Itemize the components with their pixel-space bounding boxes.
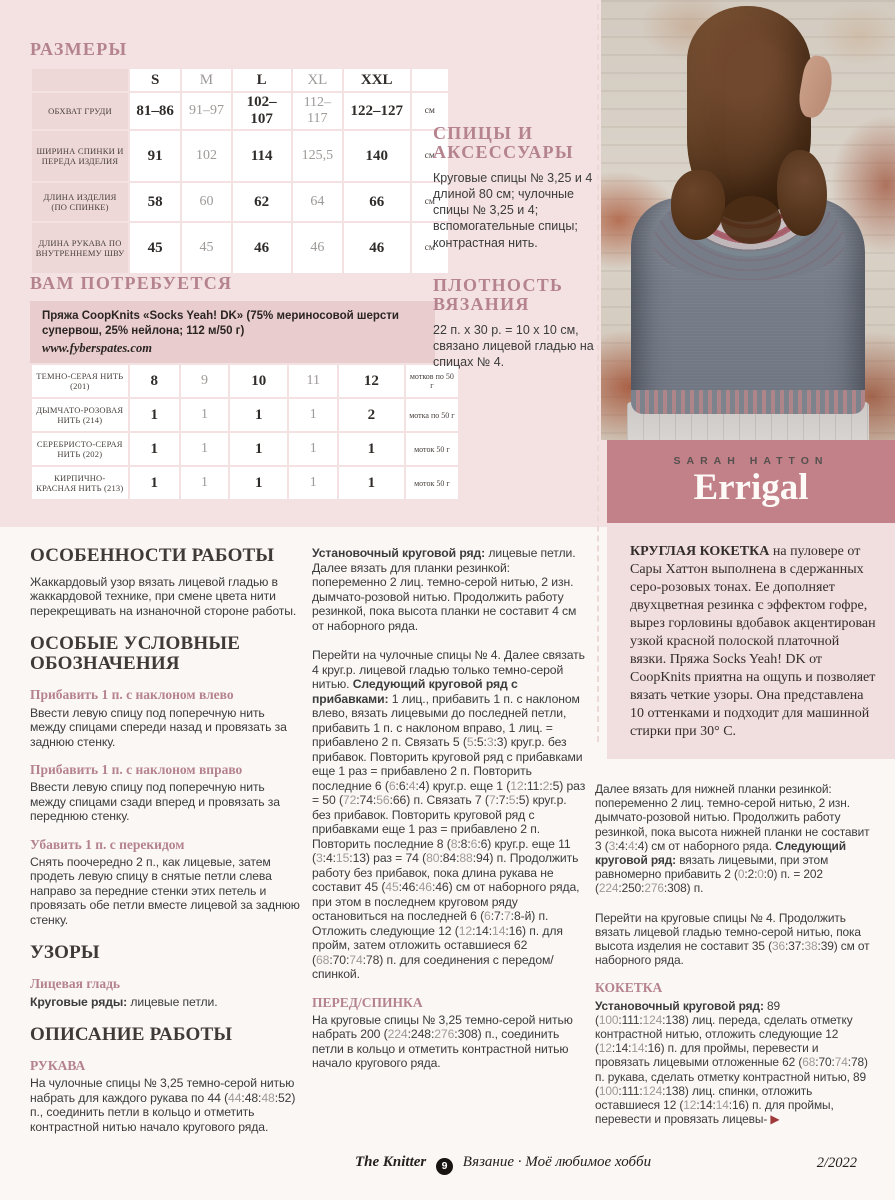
table-row	[32, 223, 448, 273]
spacer	[595, 898, 871, 911]
row-label-cell: ШИРИНА СПИНКИ И ПЕРЕДА ИЗДЕЛИЯ	[32, 131, 128, 181]
text-run: Установочный круговой ряд:	[312, 546, 486, 560]
value-cell: 10	[230, 365, 287, 397]
text-run: Следующий круговой ряд с прибавками:	[312, 677, 518, 706]
text-run: Следующий круговой ряд:	[595, 838, 846, 868]
row-label-cell: ОБХВАТ ГРУДИ	[32, 93, 128, 129]
text-run: Жаккардовый узор вязать лицевой гладью в жаккардовой технике, при смене цвета нити перекрещивать на изнаночной стороне работы.	[30, 574, 297, 618]
value-cell: 12	[339, 365, 404, 397]
column-header-cell: XL	[293, 69, 342, 91]
text-run: 1 лиц., прибавить 1 п. с наклоном влево, вязать лицевыми до последней петли, прибавить 1 п. с наклоном вправо, 1 лиц. = прибавлено 2 п. Связать 5 (5:5:3:3) круг.р. без прибавок. Повторить круговой ряд с прибавками еще 1 раз = прибавлено 2 п. Повторить последние 6 (6:6:4:4) круг.р. еще 1 (12:11:2:5) раз = 50 (72:74:56:66) п. Связать 7 (7:7:5:5) круг.р. без прибавок. Повторить круговой ряд с прибавками еще 1 раз = прибавлено 2 п. Повторить последние 8 (8:8:6:6) круг.р. еще 11 (3:4:15:13) раз = 74 (80:84:88:94) п. Продолжить работу без прибавок, пока длина рукава не составит 45 (45:46:46:46) см от наборного ряда, при этом в последнем круговом ряду остановиться на последней 6 (6:7:7:8-й) п. Отложить следующие 12 (12:14:14:16) п. для пройм, затем отложить оставшиеся 62 (68:70:74:78) п. для соединения с передом/спинкой.	[312, 691, 586, 981]
table-row	[32, 93, 448, 129]
sub-heading: Прибавить 1 п. с наклоном вправо	[30, 762, 243, 777]
value-cell: 91	[130, 131, 180, 181]
text-run: лицевые петли.	[127, 994, 218, 1009]
paragraph	[30, 1076, 302, 1134]
value-cell: 112–117	[293, 93, 342, 129]
value-cell: 64	[293, 183, 342, 221]
model-photo	[601, 0, 895, 440]
text-run: Установочный круговой ряд:	[595, 998, 764, 1013]
value-cell: 1	[339, 433, 404, 465]
yarn-url: www.fyberspates.com	[42, 341, 152, 356]
text-run: на пуловере от Сары Хаттон выполнена в сдержанных серо-розовых тонах. Ее дополняет двухцветная резинка с эффектом гофре, вырез горловины вдобавок акцентирован узкой красной полоской платочной вязки. Пряжа Socks Yeah! DK от CoopKnits приятна на ощупь и позволяет вязать четкие узоры. Она представлена 10 оттенками и подходит для машинной стирки при 30° С.	[630, 544, 876, 739]
sub-heading: РУКАВА	[30, 1057, 86, 1073]
value-cell: 45	[130, 223, 180, 273]
row-label-cell: ДЛИНА РУКАВА ПО ВНУТРЕННЕМУ ШВУ	[32, 223, 128, 273]
materials-table	[30, 363, 460, 501]
value-cell: 122–127	[344, 93, 410, 129]
value-cell: 1	[289, 433, 337, 465]
sub-heading: Прибавить 1 п. с наклоном влево	[30, 687, 234, 703]
value-cell: 2	[339, 399, 404, 431]
table-row	[32, 183, 448, 221]
value-cell: 1	[230, 399, 287, 431]
value-cell: 1	[230, 467, 287, 499]
section-heading: ОСОБЕННОСТИ РАБОТЫ	[30, 545, 275, 566]
column-header-cell: S	[130, 69, 180, 91]
designer-name: SARAH HATTON	[673, 455, 829, 467]
text-run: Далее вязать для нижней планки резинкой: попеременно 2 лиц. темно-серой нитью, 2 изн. дымчато-розовой нитью. Продолжить работу резинкой, пока высота нижней планки не составит 3 (3:4:4:4) см от наборного ряда.	[595, 782, 870, 853]
value-cell: 9	[181, 365, 228, 397]
stitch-divider-line	[597, 4, 599, 742]
text-run: Снять поочередно 2 п., как лицевые, затем продеть левую спицу в снятые петли слева направо за передние стенки этих петель и провязать обе петли вместе лицевой за заднюю стенку.	[30, 854, 300, 927]
pattern-banner	[607, 440, 895, 523]
materials-title: ВАМ ПОТРЕБУЕТСЯ	[30, 273, 233, 293]
paragraph	[312, 1013, 586, 1071]
value-cell: 62	[233, 183, 291, 221]
text-run: На круговые спицы № 3,25 темно-серой нитью набрать 200 (224:248:276:308) п., соединить петли в кольцо и отметить контрастной нитью начало кругового ряда.	[312, 1012, 573, 1071]
table-row	[32, 433, 458, 465]
text-run: На чулочные спицы № 3,25 темно-серой нитью набрать для каждого рукава по 44 (44:48:48:52) п., соединить петли в кольцо и отметить контрастной нитью начало кругового ряда.	[30, 1076, 296, 1134]
header-row	[32, 69, 448, 91]
value-cell: 1	[339, 467, 404, 499]
issue-badge: 9	[436, 1158, 453, 1175]
pattern-intro	[607, 523, 895, 759]
value-cell: 1	[130, 467, 179, 499]
hair-curl	[777, 150, 827, 236]
section-heading: ОПИСАНИЕ РАБОТЫ	[30, 1024, 233, 1045]
needles-text: Круговые спицы № 3,25 и 4 длиной 80 см; чулочные спицы № 3,25 и 4; вспомогательные спицы; контрастная нить.	[433, 170, 593, 250]
table-row	[32, 467, 458, 499]
row-label-cell: СЕРЕБРИСТО-СЕРАЯ НИТЬ (202)	[32, 433, 128, 465]
needles-gauge-column	[433, 124, 597, 395]
paragraph	[312, 648, 586, 982]
sizes-table	[30, 67, 450, 275]
instructions-column-3	[595, 782, 871, 1128]
value-cell: 66	[344, 183, 410, 221]
unit-cell: моток 50 г	[406, 433, 458, 465]
paragraph	[30, 706, 302, 750]
unit-cell: см	[412, 93, 448, 129]
footer-center	[355, 1154, 651, 1175]
value-cell: 1	[181, 467, 228, 499]
table-row	[32, 131, 448, 181]
paragraph	[595, 911, 871, 968]
magazine-name: The Knitter	[355, 1154, 427, 1170]
paragraph	[30, 780, 302, 824]
instructions-column-1	[30, 546, 302, 1136]
row-label-cell: ДЫМЧАТО-РОЗОВАЯ НИТЬ (214)	[32, 399, 128, 431]
value-cell: 8	[130, 365, 179, 397]
pattern-title: Errigal	[693, 467, 809, 508]
materials-section	[30, 274, 460, 501]
text-run: Ввести левую спицу под поперечную нить между спицами спереди назад и провязать за заднюю стенку.	[30, 705, 287, 749]
yarn-info-box	[30, 301, 435, 363]
value-cell: 1	[289, 467, 337, 499]
value-cell: 60	[182, 183, 230, 221]
column-header-cell: XXL	[344, 69, 410, 91]
text-run: КРУГЛАЯ КОКЕТКА	[630, 544, 770, 559]
page-footer	[0, 1154, 895, 1186]
value-cell: 91–97	[182, 93, 230, 129]
value-cell: 140	[344, 131, 410, 181]
section-heading: ОСОБЫЕ УСЛОВНЫЕ ОБОЗНАЧЕНИЯ	[30, 633, 241, 675]
table-row	[32, 399, 458, 431]
value-cell: 46	[293, 223, 342, 273]
value-cell: 114	[233, 131, 291, 181]
row-label-cell: КИРПИЧНО-КРАСНАЯ НИТЬ (213)	[32, 467, 128, 499]
magazine-tagline: Вязание · Моё любимое хобби	[462, 1154, 652, 1170]
value-cell: 46	[344, 223, 410, 273]
sub-heading: Лицевая гладь	[30, 976, 121, 992]
text-run: лицевые петли. Далее вязать для планки резинкой: попеременно 2 лиц. темно-серой нитью, 2 изн. дымчато-розовой нитью. Продолжить работу резинкой, пока высота планки не составит 4 см от наборного ряда.	[312, 546, 577, 633]
text-run: Ввести левую спицу под поперечную нить между спицами сзади вперед и провязать за переднюю стенку.	[30, 780, 280, 824]
value-cell: 1	[130, 433, 179, 465]
sub-heading: КОКЕТКА	[595, 980, 663, 996]
pattern-panel	[594, 0, 895, 1200]
text-run: Перейти на чулочные спицы № 4. Далее связать 4 круг.р. лицевой гладью только темно-серой нитью.	[312, 648, 585, 691]
text-run: Круговые ряды:	[30, 994, 128, 1009]
value-cell: 102	[182, 131, 230, 181]
value-cell: 1	[289, 399, 337, 431]
unit-cell: см	[412, 131, 448, 181]
value-cell: 46	[233, 223, 291, 273]
value-cell: 1	[130, 399, 179, 431]
paragraph	[30, 575, 302, 619]
text-run: вязать лицевыми, при этом равномерно прибавить 2 (0:2:0:0) п. = 202 (224:250:276:308) п.	[595, 853, 829, 896]
table-row	[32, 365, 458, 397]
sweater-ribbed-hem	[631, 390, 865, 414]
gauge-title: ПЛОТНОСТЬ ВЯЗАНИЯ	[433, 274, 564, 315]
gauge-text: 22 п. х 30 р. = 10 х 10 см, связано лицевой гладью на спицах № 4.	[433, 322, 594, 370]
value-cell: 45	[182, 223, 230, 273]
section-heading: УЗОРЫ	[30, 942, 100, 964]
value-cell: 11	[289, 365, 337, 397]
value-cell: 58	[130, 183, 180, 221]
header-corner-cell	[32, 69, 128, 91]
unit-cell: см	[412, 183, 448, 221]
value-cell: 102–107	[233, 93, 291, 129]
value-cell: 81–86	[130, 93, 180, 129]
spacer	[312, 635, 586, 648]
sizes-section	[30, 40, 450, 275]
yarn-info: Пряжа CoopKnits «Socks Yeah! DK» (75% мериносовой шерсти супервош, 25% нейлона; 112 м/50 г)	[42, 310, 399, 338]
sub-heading: ПЕРЕД/СПИНКА	[312, 994, 423, 1010]
paragraph	[595, 999, 871, 1127]
paragraph	[312, 546, 586, 633]
sizes-title: РАЗМЕРЫ	[30, 39, 128, 59]
row-label-cell: ДЛИНА ИЗДЕЛИЯ (ПО СПИНКЕ)	[32, 183, 128, 221]
row-label-cell: ТЕМНО-СЕРАЯ НИТЬ (201)	[32, 365, 128, 397]
text-run: Перейти на круговые спицы № 4. Продолжить вязать лицевой гладью темно-серой нитью, пока высота изделия не составит 35 (36:37:38:39) см от наборного ряда.	[595, 910, 870, 968]
unit-cell: см	[412, 223, 448, 273]
value-cell: 125,5	[293, 131, 342, 181]
header-unit-cell	[412, 69, 448, 91]
unit-cell: мотка по 50 г	[406, 399, 458, 431]
unit-cell: моток 50 г	[406, 467, 458, 499]
paragraph	[30, 995, 302, 1010]
value-cell: 1	[181, 399, 228, 431]
text-run: 89 (100:111:124:138) лиц. переда, сделать отметку контрастной нитью, отложить следующие 12 (12:14:14:16) п. для проймы, перевести и провязать лицевыми отложенные 62 (68:70:74:78) п. рукава, сделать отметку контрастной нитью, 89 (100:111:124:138) лиц. спинки, отложить оставшиеся 12 (12:14:14:16) п. для проймы, перевести и провязать лицевы-	[595, 998, 868, 1127]
hair-curl	[721, 196, 781, 244]
column-header-cell: M	[182, 69, 230, 91]
sub-heading: Убавить 1 п. с перекидом	[30, 836, 185, 852]
paragraph	[30, 855, 302, 928]
needles-title: СПИЦЫ И АКСЕССУАРЫ	[433, 123, 574, 163]
paragraph	[595, 782, 871, 896]
continuation-arrow-icon: ▶	[770, 1112, 780, 1127]
unit-cell: мотков по 50 г	[406, 365, 458, 397]
value-cell: 1	[230, 433, 287, 465]
column-header-cell: L	[233, 69, 291, 91]
issue-number: 2/2022	[816, 1155, 857, 1171]
instructions-column-2	[312, 546, 586, 1073]
value-cell: 1	[181, 433, 228, 465]
